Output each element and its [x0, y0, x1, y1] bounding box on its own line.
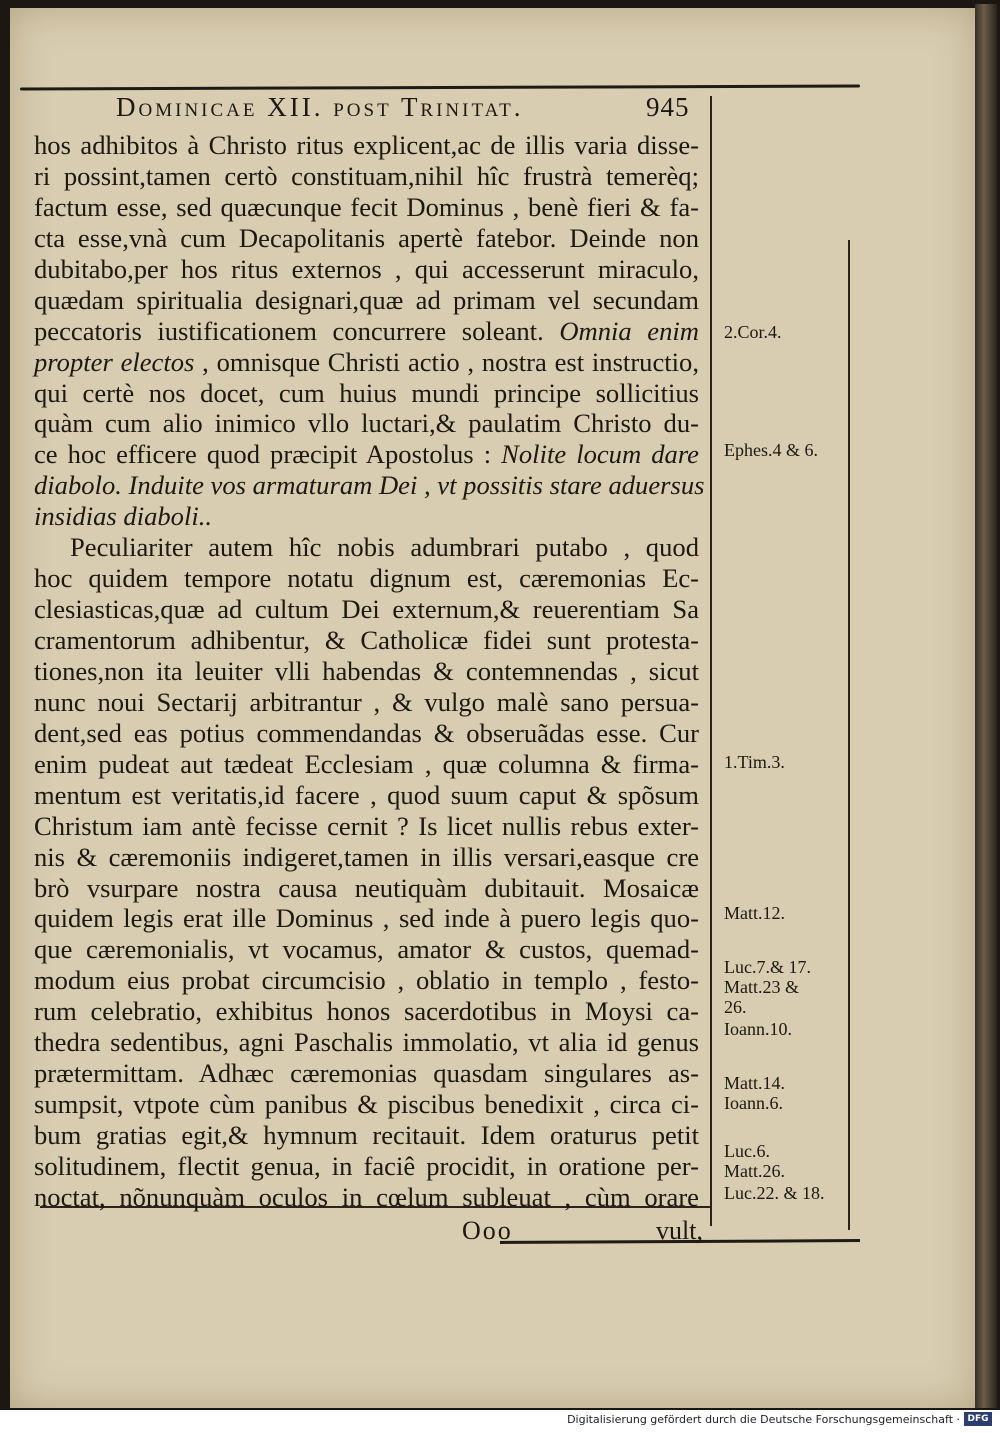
margin-reference: Ioann.6.: [724, 1093, 783, 1113]
text-line: [34, 718, 699, 749]
text-line: [34, 501, 699, 532]
text-line: [34, 965, 699, 996]
text-line: [34, 130, 699, 161]
line-text: nunc noui Sectarij arbitrantur , & vulgo malè sano persua-: [34, 686, 699, 717]
text-line: [34, 687, 699, 718]
line-text: quàm cum alio inimico vllo luctari,& paulatim Christo du-: [34, 408, 699, 439]
margin-rule-right: [848, 240, 850, 1230]
line-text: sumpsit, vtpote cùm panibus & piscibus benedixit , circa ci-: [34, 1089, 699, 1120]
italic-quotation: Omnia enim: [559, 315, 699, 346]
line-text: cramentorum adhibentur, & Catholicæ fidei sunt protesta-: [34, 625, 699, 655]
line-text: clesiasticas,quæ ad cultum Dei externum,& reuerentiam Sa: [34, 594, 699, 625]
margin-reference: Ephes.4 & 6.: [724, 440, 818, 460]
text-line: [34, 470, 705, 501]
line-text: quidem legis erat ille Dominus , sed inde à puero legis quo-: [34, 903, 699, 934]
line-text: hos adhibitos à Christo ritus explicent,ac de illis varia disse-: [34, 130, 699, 160]
dfg-logo-icon: DFG: [964, 1412, 992, 1426]
margin-reference: Luc.22. & 18.: [724, 1183, 825, 1203]
line-text: nis & cæremoniis indigeret,tamen in illis versari,easque cre: [34, 841, 699, 872]
book-page-edge: [975, 4, 997, 1408]
text-line: [34, 254, 699, 285]
line-text: peccatoris iustificationem concurrere soleant.: [34, 315, 560, 346]
text-line: [34, 842, 699, 873]
body-text: [34, 130, 705, 1213]
margin-reference: Matt.14.: [724, 1073, 785, 1093]
margin-rule-left: [710, 96, 712, 1226]
text-line: [34, 532, 699, 563]
text-line: [34, 378, 699, 409]
text-line: [34, 1089, 699, 1120]
line-text: mentum est veritatis,id facere , quod suum caput & spõsum: [34, 779, 699, 810]
line-text: brò vsurpare nostra causa neutiquàm dubitauit. Mosaicæ: [34, 872, 699, 903]
line-text: quædam spiritualia designari,quæ ad primam vel secundam: [34, 284, 699, 315]
text-line: [34, 1151, 699, 1182]
text-line: [34, 1058, 699, 1089]
signature-mark: Ooo: [462, 1216, 513, 1245]
line-text: dubitabo,per hos ritus externos , qui accesserunt miraculo,: [34, 253, 699, 284]
text-line: [34, 625, 699, 656]
line-text: factum esse, sed quæcunque fecit Dominus , benè fieri & fa-: [34, 191, 699, 222]
text-line: [34, 223, 699, 254]
text-line: [34, 1182, 699, 1213]
line-text: Christum iam antè fecisse cernit ? Is licet nullis rebus exter-: [34, 810, 699, 841]
line-text: ri possint,tamen certò constituam,nihil hîc frustrà temerèq;: [34, 160, 699, 191]
text-line: [34, 408, 699, 439]
line-text: , omnisque Christi actio , nostra est instructio,: [194, 346, 699, 377]
text-line: [34, 285, 699, 316]
text-line: [34, 192, 699, 223]
text-line: [34, 934, 699, 965]
text-line: [34, 439, 699, 470]
line-text: ce hoc efficere quod præcipit Apostolus :: [34, 439, 502, 470]
line-text: qui certè nos docet, cum huius mundi principe sollicitius: [34, 377, 699, 408]
margin-reference: 26.: [724, 997, 747, 1017]
line-text: que cæremonialis, vt vocamus, amator & custos, quemad-: [34, 934, 699, 965]
margin-reference: 1.Tim.3.: [724, 752, 785, 772]
line-text: bum gratias egit,& hymnum recitauit. Idem oraturus petit: [34, 1120, 699, 1150]
line-text: noctat, nõnunquàm oculos in cœlum subleuat , cùm orare: [34, 1181, 699, 1212]
line-text: solitudinem, flectit genua, in faciê procidit, in oratione per-: [34, 1150, 699, 1181]
line-text: Peculiariter autem hîc nobis adumbrari putabo , quod: [70, 532, 699, 563]
line-text: dent,sed eas potius commendandas & obseruãdas esse. Cur: [34, 717, 699, 748]
text-line: [34, 347, 699, 378]
margin-reference: Matt.23 &: [724, 977, 799, 997]
catchword: vult,: [656, 1216, 703, 1245]
page-number: 945: [646, 92, 690, 122]
text-line: [34, 316, 699, 347]
text-line: [34, 563, 699, 594]
margin-reference: Matt.12.: [724, 903, 785, 923]
italic-quotation: Nolite locum dare: [501, 439, 699, 470]
text-line: [34, 749, 699, 780]
line-text: thedra sedentibus, agni Paschalis immolatio, vt alia id genus: [34, 1027, 699, 1058]
text-line: [34, 996, 699, 1027]
text-line: [34, 1120, 699, 1151]
margin-reference: Luc.7.& 17.: [724, 957, 811, 977]
line-text: enim pudeat aut tædeat Ecclesiam , quæ columna & firma-: [34, 748, 699, 779]
margin-reference: 2.Cor.4.: [724, 322, 782, 342]
text-line: [34, 1027, 699, 1058]
text-line: [34, 161, 699, 192]
line-text: prætermittam. Adhæc cæremonias quasdam singulares as-: [34, 1058, 699, 1089]
running-title: Dominicae XII. post Trinitat.: [116, 92, 524, 122]
text-line: [34, 594, 699, 625]
text-line: [34, 811, 699, 842]
margin-reference: Matt.26.: [724, 1161, 785, 1181]
text-line: [34, 780, 699, 811]
italic-quotation: insidias diaboli..: [34, 501, 213, 532]
text-line: [34, 903, 699, 934]
text-line: [34, 873, 699, 904]
text-line: [34, 656, 699, 687]
line-text: tiones,non ita leuiter vlli habendas & contemnendas , sicut: [34, 655, 699, 686]
margin-reference: Ioann.10.: [724, 1019, 792, 1039]
italic-quotation: diabolo. Induite vos armaturam Dei , vt possitis stare aduersus: [34, 470, 705, 501]
running-header: [116, 92, 716, 126]
italic-quotation: propter electos: [34, 346, 195, 377]
digitization-credit: Digitalisierung gefördert durch die Deutsche Forschungsgemeinschaft ·: [567, 1413, 960, 1426]
line-text: hoc quidem tempore notatu dignum est, cæremonias Ec-: [34, 563, 699, 594]
margin-reference: Luc.6.: [724, 1141, 770, 1161]
line-text: cta esse,vnà cum Decapolitanis apertè fatebor. Deinde non: [34, 222, 699, 253]
line-text: modum eius probat circumcisio , oblatio in templo , festo-: [34, 965, 699, 996]
line-text: rum celebratio, exhibitus honos sacerdotibus in Moysi ca-: [34, 996, 699, 1027]
